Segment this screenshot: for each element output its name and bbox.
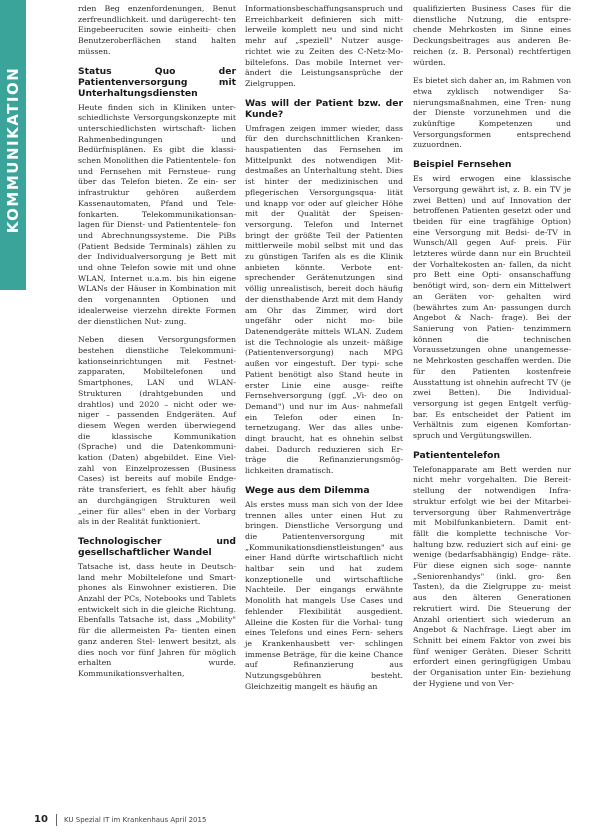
section-heading: Technologischer und gesellschaftlicher Wandel bbox=[78, 535, 236, 558]
text-column-3 bbox=[413, 4, 571, 697]
publication-line: KU Spezial IT im Krankenhaus April 2015 bbox=[64, 816, 207, 824]
section-heading: Patiententelefon bbox=[413, 449, 501, 461]
footer-divider bbox=[56, 814, 57, 826]
section-heading: Wege aus dem Dilemma bbox=[245, 484, 370, 496]
text-column-1 bbox=[78, 4, 236, 688]
paragraph: Es wird erwogen eine klassische Versorgung gewährt ist, z. B. ein TV je zwei Betten) und auf Innovation der betroffenen Patienten gesetzt oder und tbeiden für eine tragfähige Option) eine Versorgung mit Bedsi- de-TV in Wunsch/All gegen Auf- preis. Für letzteres würde dann nur ein Bruchteil der Vorhaltekosten an- fallen, da nicht pro Bett eine Opti- onsanschaffung benötigt wird, son- dern ein Mittelwert an Geräten vor- gehalten wird (bewährtes zum An- passungen durch Angebot & Nach- frage). Bei der Sanierung von Patien- tenzimmern können die technischen Voraussetzungen ohne unangemesse- ne Mehrkosten geschaffen werden. Die für den Patienten kostenfreie Ausstattung ist ohnehin aufrecht TV (je zwei Betten). Die Individual- versorgung ist gegen Entgelt verfüg- bar. Es entscheidet der Patient im Verhältnis zum eigenen Komfortan- spruch und Vergütungswillen. bbox=[413, 174, 571, 441]
paragraph: Umfragen zeigen immer wieder, dass für den durchschnittlichen Kranken- hauspatienten das Fernsehen im Mittelpunkt des notwendigen Mit- destmaßes an Unterhaltung steht. Dies ist hinter der medizinischen und pflegerischen Versorgungsqua- lität und knapp vor oder auf gleicher Höhe mit der Qualität der Speisen- versorgung. Telefon und Internet bringt der größte Teil der Patienten mittlerweile mobil selbst mit und das zu günstigen Tarifen als es die Klinik anbieten könnte. Verbote ent- sprechender Gerätenutzungen sind völlig unrealistisch, bereit doch häufig der diensthabende Arzt mit dem Handy am Ohr das Zimmer, wird dort ungefähr oder nicht mo- bile Datenendgeräte mittels WLAN. Zudem ist die Technologie als unzeit- mäßige (Patientenversorgung) nach MPG außen vor eingestuft. Der typi- sche Patient benötigt also Stand heute in erster Linie eine ausge- reifte Fernsehversorgung (ggf. „Vi- deo on Demand") und nur im Aus- nahmefall ein Telefon oder einen In- ternetzugang. Wer das alles unbe- dingt braucht, hat es ohnehin selbst dabei. Dadurch reduzieren sich Er- träge die Refinanzierungsmög- lichkeiten dramatisch. bbox=[245, 123, 403, 476]
paragraph: Es bietet sich daher an, im Rahmen von etwa zyklisch notwendiger Sa- nierungsmaßnahmen, eine Tren- nung der Dienste vorzunehmen und die zukünftige Kompetenzen und Versorgungsformen entsprechend zuzuordnen. bbox=[413, 76, 571, 150]
paragraph: Neben diesen Versorgungsformen bestehen dienstliche Telekommuni- kationseinrichtungen mit Festnet- zapparaten, Mobiltelefonen und Smartphones, LAN und WLAN- Strukturen (drahtgebunden und drahtlos) und 2020 – nicht oder we- niger – passenden Endgeräten. Auf diesem Wegen werden überwiegend die klassische Kommunikation (Sprache) und die Datenkommuni- kation (Daten) abgebildet. Eine Viel- zahl von Einzelprozessen (Business Cases) ist bereits auf mobile Endge- räte transferiert, es fehlt aber häufig an durchgängigen Strukturen weil „einer für alles" eben in der Vorbarg als in der Realität funktioniert. bbox=[78, 335, 236, 527]
page-footer bbox=[0, 808, 603, 836]
text-column-2 bbox=[245, 4, 403, 700]
page-number: 10 bbox=[34, 814, 48, 825]
section-tab bbox=[0, 0, 26, 290]
paragraph: Informationsbeschaffungsanspruch und Erreichbarkeit definieren sich mitt- lerweile komplett neu und sind nicht mehr auf „speziell" Nutzer ausge- richtet wie zu Zeiten des C-Netz-Mo- biltelefons. Das mobile Internet ver- ändert die Leistungsansprüche der Zielgruppen. bbox=[245, 4, 403, 88]
section-heading: Beispiel Fernsehen bbox=[413, 159, 512, 171]
paragraph: Als erstes muss man sich von der Idee trennen alles unter einen Hut zu bringen. Dienstliche Versorgung und die Patientenversorgung mit „Kommunikationsdienstleistungen" aus einer Hand dürfte wirtschaftlich nicht haltbar sein und hat zudem konzeptionelle und wirtschaftliche Nachteile. Der eingangs erwähnte Monolith hat mangels Use Cases und fehlender Flexibilität ausgedient. Alleine die Kosten für die Vorhal- tung eines Telefons und eines Fern- sehers je Krankenhausbett ver- schlingen immense Beträge, für die keine Chance auf Refinanzierung aus Nutzungsgebühren besteht. Gleichzeitig mangelt es häufig an bbox=[245, 499, 403, 691]
section-heading: Status Quo der Patientenversorgung mit Unterhaltungsdiensten bbox=[78, 65, 236, 99]
paragraph: rden Beg enzenfordenungen, Benut zerfreundlichkeit. und darügerecht- ten Eingebeeruciten sowie einheiti- chen Benutzeroberflächen stand halten müssen. bbox=[78, 4, 236, 56]
section-heading: Was will der Patient bzw. der Kunde? bbox=[245, 97, 403, 120]
paragraph: qualifizierten Business Cases für die dienstliche Nutzung, die entspre- chende Mehrkosten im Sinne eines Deckungsbeitrages aus anderen Be- reichen (z. B. Personal) rechtfertigen würden. bbox=[413, 4, 571, 67]
paragraph: Heute finden sich in Kliniken unter- schiedlichste Versorgungskonzepte mit unterschiedlichsten wirtschaft- lichen Rahmenbedingungen und Bedürfnisplänen. Es gibt die klassi- schen Monolithen die Patiententele- fon und Fernsehen mit Fernsteue- rung über das Telefon bieten. Ze ein- ser infrastruktur gehören außerdem Kassenautomaten, Pfand und Tele- fonkarten. Telekommunikationsan- lagen für Dienst- und Patiententele- fon und Abrechnungssysteme. Die PiBs (Patient Bedside Terminals) zählen zu der Individualversorgung je Bett mit und ohne Telefon sowie mit und ohne WLAN, Internet u.a.m. bis hin eigene WLANs der Häuser in Kombination mit den vorgenannten Optionen und idealerweise vierzehn direkte Formen der dienstlichen Nut- zung. bbox=[78, 102, 236, 326]
paragraph: Tatsache ist, dass heute in Deutsch- land mehr Mobiltelefone und Smart- phones als Einwohner existieren. Die Anzahl der PCs, Notebooks und Tablets entwickelt sich in die gleiche Richtung. Ebenfalls Tatsache ist, dass „Mobility" für die allermeisten Pa- tienten einen ganz anderen Stel- lenwert besitzt, als dies noch vor fünf Jahren für möglich erhalten wurde. Kommunikationsverhalten, bbox=[78, 561, 236, 678]
section-tab-label: KOMMUNIKATION bbox=[4, 66, 22, 234]
paragraph: Telefonapparate am Bett werden nur nicht mehr vorgehalten. Die Bereit- stellung der notwendigen Infra- struktur erfolgt wie bei der Mitarbei- terversorgung über Rahmenverträge mit Mobilfunkanbietern. Damit ent- fällt die komplette technische Vor- haltung bzw. reduziert sich auf eini- ge wenige (bedarfsabhängig) Endge- räte. Für diese eignen sich soge- nannte „Seniorenhandys" (inkl. gro- ßen Tasten), da die Zielgruppe zu- meist aus den älteren Generationen rekrutiert wird. Die Steuerung der Anzahl orientiert sich wiederum an Angebot & Nachfrage. Liegt aber im Schnitt bei einem Faktor von zwei bis fünf weniger Geräten. Dieser Schritt erfordert einen geringfügigen Umbau der Organisation unter Ein- beziehung der Hygiene und von Ver- bbox=[413, 464, 571, 688]
